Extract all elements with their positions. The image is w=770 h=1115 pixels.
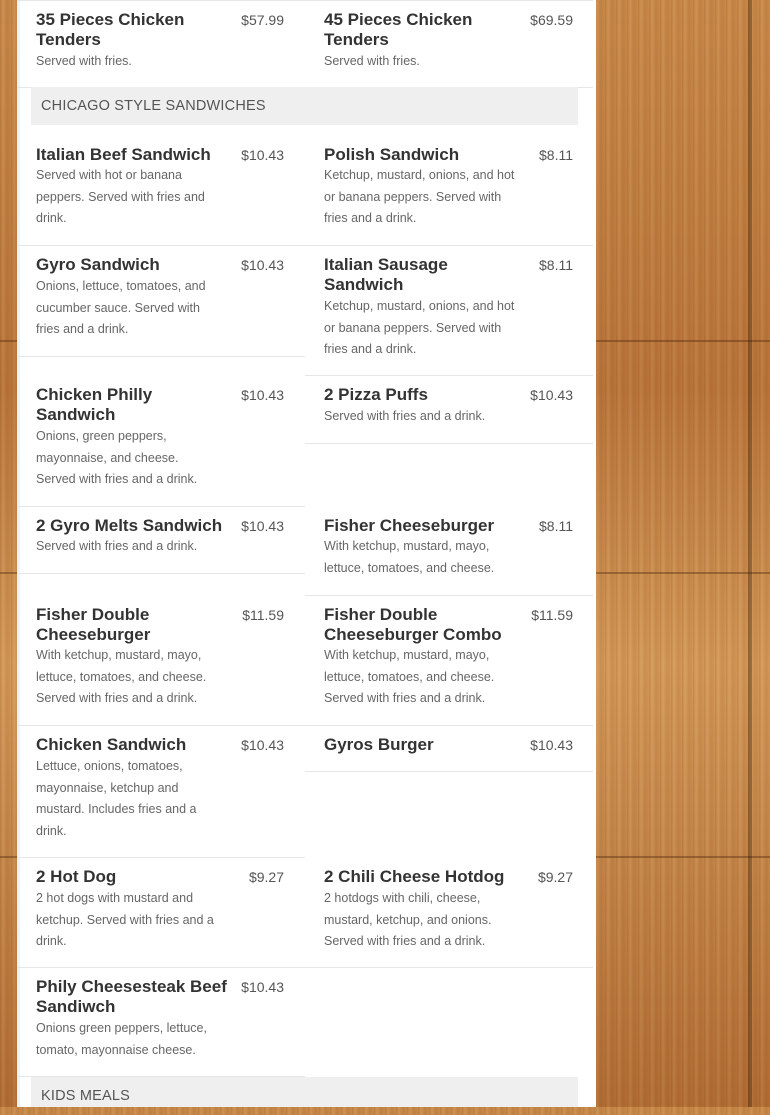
item-description: Served with fries and a drink. <box>324 409 486 423</box>
menu-item[interactable] <box>36 516 284 573</box>
item-name: Gyros Burger <box>324 735 434 754</box>
menu-item[interactable] <box>36 145 284 246</box>
divider <box>305 595 593 596</box>
divider <box>17 0 593 1</box>
divider <box>305 245 593 246</box>
item-price: $10.43 <box>241 387 284 403</box>
item-description: Onions green peppers, lettuce, tomato, mayonnaise cheese. <box>36 1021 207 1057</box>
section-header: CHICAGO STYLE SANDWICHES <box>31 87 578 125</box>
menu-item[interactable] <box>324 605 573 726</box>
item-description: Lettuce, onions, tomatoes, mayonnaise, ketchup and mustard. Includes fries and a drink. <box>36 759 197 838</box>
item-description: Served with hot or banana peppers. Served with fries and drink. <box>36 168 205 225</box>
menu-item[interactable] <box>36 10 304 88</box>
divider <box>305 725 593 726</box>
item-price: $10.43 <box>530 737 573 753</box>
menu-item[interactable] <box>36 605 284 726</box>
item-price: $9.27 <box>248 869 284 885</box>
item-description: Served with fries. <box>36 54 132 68</box>
menu-item[interactable] <box>324 10 573 88</box>
menu-item[interactable] <box>324 385 573 443</box>
item-price: $11.59 <box>531 607 573 623</box>
divider <box>17 857 305 858</box>
item-name: 2 Pizza Puffs <box>324 385 428 404</box>
item-price: $8.11 <box>539 518 573 534</box>
item-name: Fisher Double Cheeseburger Combo <box>324 605 502 644</box>
item-description: Ketchup, mustard, onions, and hot or banana peppers. Served with fries and a drink. <box>324 168 515 225</box>
divider <box>17 573 305 574</box>
item-name: Italian Beef Sandwich <box>36 145 211 164</box>
item-price: $10.43 <box>241 257 284 273</box>
item-name: Gyro Sandwich <box>36 255 160 274</box>
item-price: $69.59 <box>530 12 573 28</box>
item-description: Onions, green peppers, mayonnaise, and cheese. Served with fries and a drink. <box>36 429 198 486</box>
item-description: With ketchup, mustard, mayo, lettuce, tomatoes, and cheese. Served with fries and a drink. <box>36 648 207 705</box>
item-description: Served with fries. <box>324 54 420 68</box>
item-price: $11.59 <box>242 607 284 623</box>
item-description: 2 hotdogs with chili, cheese, mustard, ketchup, and onions. Served with fries and a drink. <box>324 891 492 948</box>
menu-item[interactable] <box>36 867 284 968</box>
item-name: 2 Hot Dog <box>36 867 117 886</box>
section-header: KIDS MEALS <box>31 1077 578 1107</box>
divider <box>17 245 305 246</box>
item-name: Polish Sandwich <box>324 145 460 164</box>
menu-item[interactable] <box>324 735 573 772</box>
divider <box>305 375 593 376</box>
item-description: With ketchup, mustard, mayo, lettuce, tomatoes, and cheese. <box>324 539 495 575</box>
divider <box>305 771 593 772</box>
item-name: Fisher Double Cheeseburger <box>36 605 151 644</box>
item-price: $10.43 <box>241 518 284 534</box>
item-price: $8.11 <box>539 147 573 163</box>
item-price: $8.11 <box>539 257 573 273</box>
item-price: $10.43 <box>241 147 284 163</box>
page-trim <box>748 0 752 1107</box>
menu-item[interactable] <box>36 977 284 1077</box>
item-name: 2 Gyro Melts Sandwich <box>36 516 223 535</box>
item-description: Onions, lettuce, tomatoes, and cucumber sauce. Served with fries and a drink. <box>36 279 206 336</box>
menu-item[interactable] <box>324 255 573 376</box>
item-name: 35 Pieces Chicken Tenders <box>36 10 185 49</box>
item-name: 45 Pieces Chicken Tenders <box>324 10 473 49</box>
item-price: $10.43 <box>241 979 284 995</box>
divider <box>17 506 305 507</box>
item-name: Chicken Sandwich <box>36 735 187 754</box>
item-description: 2 hot dogs with mustard and ketchup. Served with fries and a drink. <box>36 891 214 948</box>
item-name: Phily Cheesesteak Beef Sandiwch <box>36 977 227 1016</box>
item-price: $10.43 <box>241 737 284 753</box>
menu-item[interactable] <box>324 867 573 968</box>
item-price: $9.27 <box>537 869 573 885</box>
item-description: With ketchup, mustard, mayo, lettuce, tomatoes, and cheese. Served with fries and a drink. <box>324 648 495 705</box>
divider <box>17 356 305 357</box>
item-price: $10.43 <box>530 387 573 403</box>
item-name: 2 Chili Cheese Hotdog <box>324 867 505 886</box>
divider <box>305 443 593 444</box>
item-description: Ketchup, mustard, onions, and hot or banana peppers. Served with fries and a drink. <box>324 299 515 356</box>
menu-item[interactable] <box>36 255 284 356</box>
item-description: Served with fries and a drink. <box>36 539 198 553</box>
item-name: Chicken Philly Sandwich <box>36 385 153 424</box>
menu-item[interactable] <box>324 145 573 246</box>
item-price: $57.99 <box>241 12 284 28</box>
divider <box>17 725 305 726</box>
menu-item[interactable] <box>36 385 284 506</box>
item-name: Fisher Cheeseburger <box>324 516 495 535</box>
item-name: Italian Sausage Sandwich <box>324 255 448 294</box>
menu-item[interactable] <box>324 516 573 596</box>
menu-item[interactable] <box>36 735 284 857</box>
